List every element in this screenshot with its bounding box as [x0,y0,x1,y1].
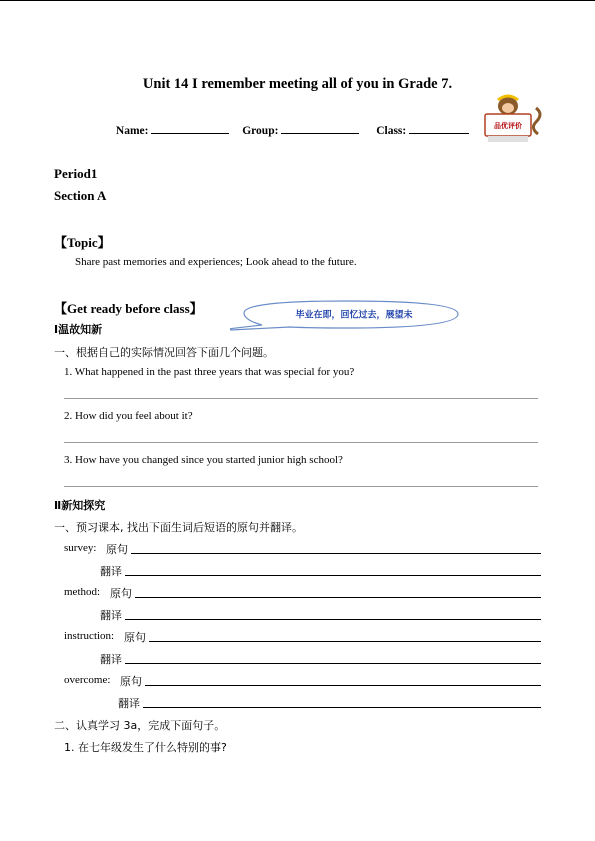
overcome-original-line[interactable] [145,685,541,686]
original-label: 原句 [120,675,142,688]
translation-label: 翻译 [118,697,140,710]
translation-label: 翻译 [100,565,122,578]
instruction-translation-line[interactable] [125,663,541,664]
part1-instruction: 一、根据自己的实际情况回答下面几个问题。 [54,346,274,359]
badge-text: 品优评价 [494,122,522,130]
group-label: Group: [242,125,279,137]
word-survey: survey: [64,542,97,554]
part2-title: Ⅱ新知探究 [54,499,106,512]
part2-instruction-2: 二、认真学习 3a，完成下面句子。 [54,719,226,732]
topic-heading: 【Topic】 [54,235,111,250]
survey-original-line[interactable] [131,553,541,554]
sentence-1: 1. 在七年级发生了什么特别的事? [64,741,227,754]
topic-text: Share past memories and experiences; Look ahead to the future. [75,256,357,268]
top-border [0,0,595,1]
question-2: 2. How did you feel about it? [64,410,193,422]
part2-instruction-1: 一、预习课本, 找出下面生词后短语的原句并翻译。 [54,521,303,534]
original-label: 原句 [124,631,146,644]
name-blank[interactable] [151,122,229,134]
bubble-text: 毕业在即，回忆过去，展望未 [295,310,413,321]
survey-translation-line[interactable] [125,575,541,576]
class-blank[interactable] [409,122,469,134]
original-label: 原句 [106,543,128,556]
get-ready-heading: 【Get ready before class】 [54,301,203,316]
word-method: method: [64,586,101,598]
translation-label: 翻译 [100,653,122,666]
word-overcome: overcome: [64,674,111,686]
instruction-original-line[interactable] [149,641,541,642]
answer-line-1[interactable] [64,398,538,399]
evaluation-badge-icon [478,94,546,146]
translation-label: 翻译 [100,609,122,622]
page-title: Unit 14 I remember meeting all of you in Grade 7. [142,76,453,92]
class-label: Class: [376,125,407,137]
original-label: 原句 [110,587,132,600]
word-instruction: instruction: [64,630,115,642]
question-3: 3. How have you changed since you started junior high school? [64,454,343,466]
question-1: 1. What happened in the past three years that was special for you? [64,366,355,378]
group-blank[interactable] [281,122,359,134]
speech-bubble [230,298,460,332]
answer-line-2[interactable] [64,442,538,443]
method-original-line[interactable] [135,597,541,598]
period-heading: Period1 [54,166,98,181]
part1-title: Ⅰ温故知新 [54,323,103,336]
answer-line-3[interactable] [64,486,538,487]
name-label: Name: [115,125,149,137]
overcome-translation-line[interactable] [143,707,541,708]
section-heading: Section A [54,188,107,203]
method-translation-line[interactable] [125,619,541,620]
